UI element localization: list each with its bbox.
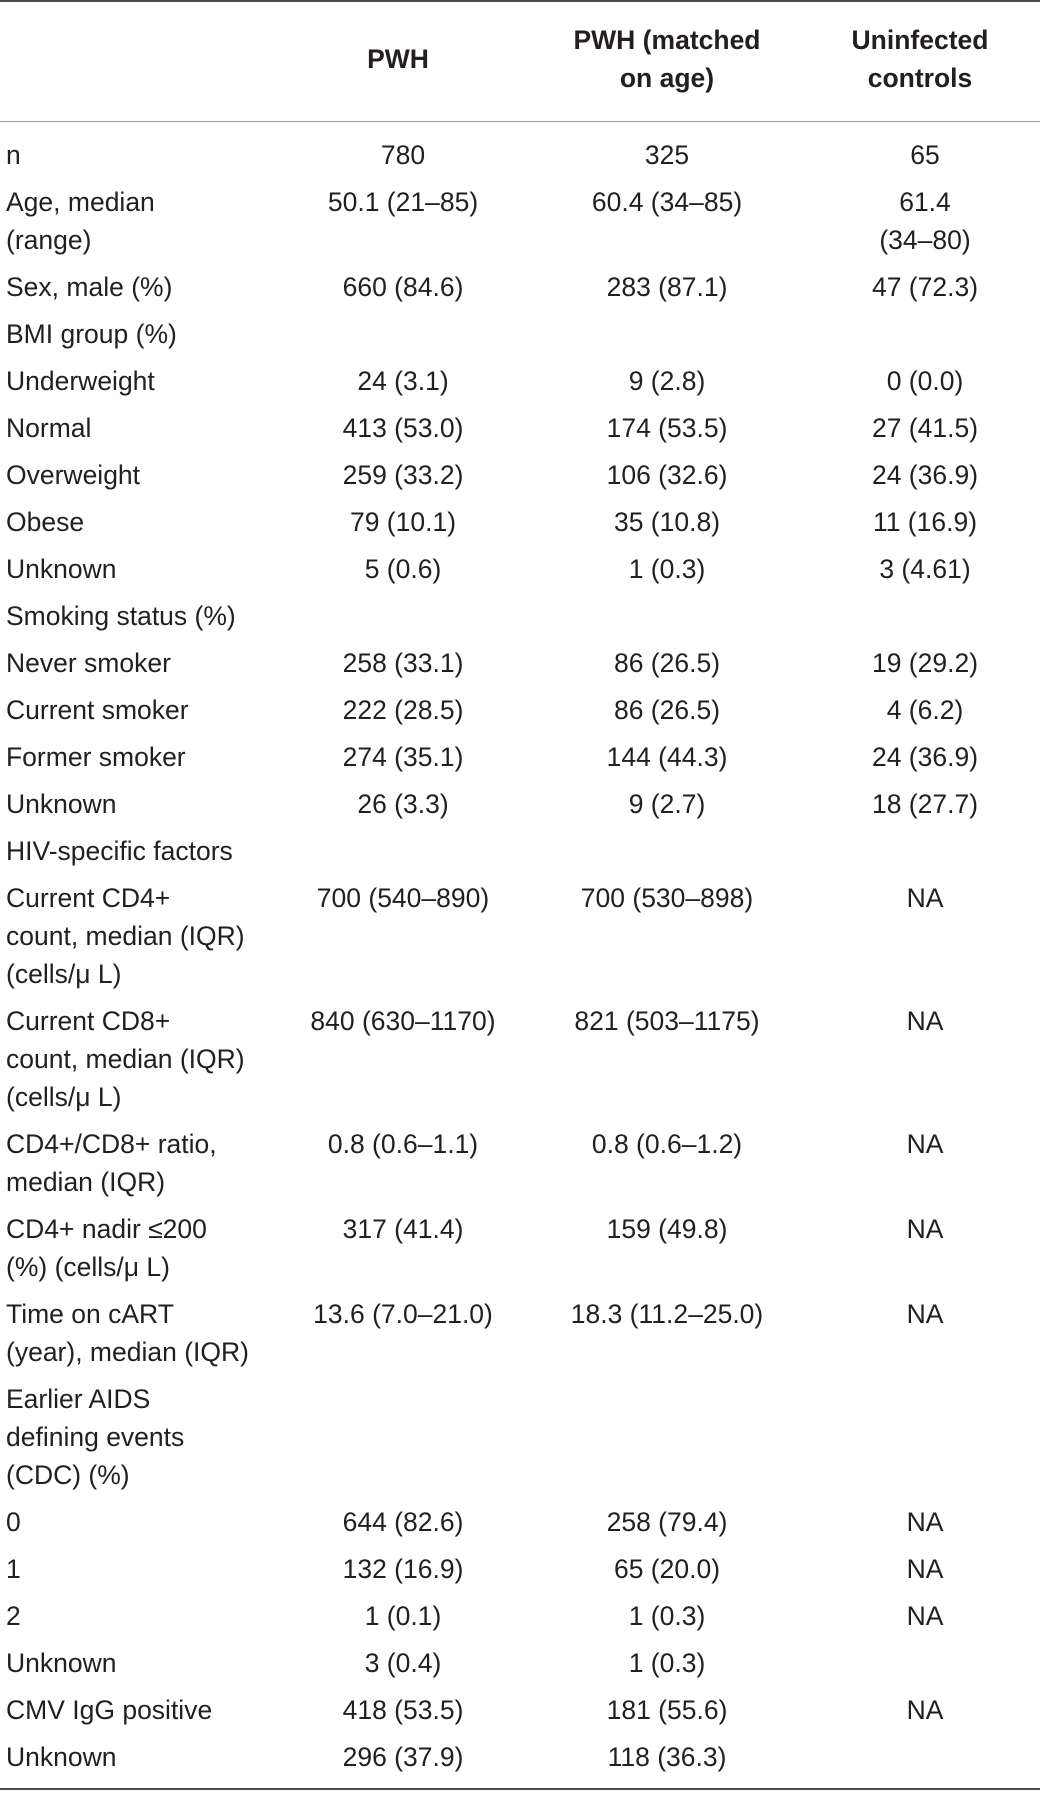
row-label-cell: CMV IgG positive [6, 1694, 213, 1725]
table-row [0, 828, 1040, 875]
value-cell: 258 (33.1) [342, 647, 464, 678]
value-cell: 118 (36.3) [534, 1734, 800, 1789]
table-row [0, 734, 1040, 781]
table-row [0, 781, 1040, 828]
value-cell: NA [906, 1694, 944, 1725]
value-cell: 24 (3.1) [357, 365, 449, 396]
row-label-cell: Unknown [0, 1734, 262, 1789]
value-cell [534, 311, 800, 358]
value-cell: 86 (26.5) [613, 647, 721, 678]
value-cell [262, 311, 534, 358]
row-label-cell: Obese [6, 506, 85, 537]
value-cell: 660 (84.6) [342, 271, 464, 302]
row-label-cell: 1 [6, 1553, 21, 1584]
value-cell: 106 (32.6) [606, 459, 728, 490]
value-cell: 222 (28.5) [342, 694, 464, 725]
value-cell [800, 1640, 1040, 1687]
row-label-cell: BMI group (%) [6, 318, 177, 349]
table-row [0, 1121, 1040, 1206]
value-cell: 181 (55.6) [606, 1694, 728, 1725]
value-cell: 26 (3.3) [357, 788, 449, 819]
value-cell: 418 (53.5) [342, 1694, 464, 1725]
value-cell [800, 1734, 1040, 1789]
value-cell: 79 (10.1) [349, 506, 457, 537]
value-cell: 13.6 (7.0–21.0) [313, 1298, 493, 1329]
value-cell: 3 (0.4) [364, 1647, 442, 1678]
row-label-cell: Earlier AIDS defining events (CDC) (%) [6, 1383, 185, 1490]
header-cell-variable [0, 1, 262, 121]
table-row [0, 1291, 1040, 1376]
row-label-cell: Unknown [6, 788, 117, 819]
value-cell: 840 (630–1170) [310, 1005, 496, 1036]
value-cell: 644 (82.6) [342, 1506, 464, 1537]
row-label-cell: Current CD8+ count, median (IQR) (cells/μ L) [6, 1005, 245, 1112]
table-row [0, 546, 1040, 593]
value-cell: 47 (72.3) [871, 271, 979, 302]
table-row [0, 121, 1040, 179]
table-row [0, 264, 1040, 311]
value-cell: NA [906, 1506, 944, 1537]
value-cell: 259 (33.2) [342, 459, 464, 490]
table-row [0, 640, 1040, 687]
value-cell: NA [906, 1553, 944, 1584]
value-cell: 325 [644, 139, 690, 170]
row-label-cell: 0 [6, 1506, 21, 1537]
row-label-cell: Never smoker [6, 647, 171, 678]
value-cell: 18 (27.7) [871, 788, 979, 819]
row-label-cell: Current CD4+ count, median (IQR) (cells/μ L) [6, 882, 245, 989]
value-cell: 1 (0.3) [628, 1647, 706, 1678]
value-cell: 0.8 (0.6–1.1) [327, 1128, 479, 1159]
header-row [0, 1, 1040, 121]
value-cell: 9 (2.8) [628, 365, 706, 396]
table-row [0, 1499, 1040, 1546]
row-label-cell: 2 [6, 1600, 21, 1631]
value-cell: NA [906, 1213, 944, 1244]
row-label-cell: CD4+/CD8+ ratio, median (IQR) [6, 1128, 217, 1197]
table-row [0, 358, 1040, 405]
table-row [0, 1593, 1040, 1640]
value-cell: 144 (44.3) [606, 741, 728, 772]
value-cell [534, 593, 800, 640]
value-cell: 61.4 (34–80) [879, 186, 971, 255]
row-label-cell: CD4+ nadir ≤200 (%) (cells/μ L) [6, 1213, 207, 1282]
value-cell: 283 (87.1) [606, 271, 728, 302]
table-row [0, 1546, 1040, 1593]
value-cell: 24 (36.9) [871, 741, 979, 772]
value-cell [262, 828, 534, 875]
value-cell [800, 828, 1040, 875]
value-cell: 1 (0.1) [364, 1600, 442, 1631]
value-cell: 60.4 (34–85) [591, 186, 743, 217]
row-label-cell: Overweight [6, 459, 141, 490]
value-cell: 9 (2.7) [628, 788, 706, 819]
value-cell: 1 (0.3) [628, 553, 706, 584]
value-cell: 18.3 (11.2–25.0) [570, 1298, 764, 1329]
table-header [0, 1, 1040, 121]
value-cell: NA [906, 882, 944, 913]
value-cell [534, 828, 800, 875]
value-cell: 700 (530–898) [580, 882, 754, 913]
row-label-cell: Time on cART (year), median (IQR) [6, 1298, 249, 1367]
table-row [0, 593, 1040, 640]
row-label-cell: Current smoker [6, 694, 189, 725]
table-row [0, 452, 1040, 499]
value-cell: 27 (41.5) [871, 412, 979, 443]
value-cell: 159 (49.8) [606, 1213, 728, 1244]
value-cell: 3 (4.61) [879, 553, 971, 584]
row-label-cell: Former smoker [6, 741, 186, 772]
value-cell: NA [906, 1298, 944, 1329]
value-cell [262, 1376, 534, 1499]
table-row [0, 499, 1040, 546]
row-label-cell: Unknown [6, 1647, 117, 1678]
value-cell [534, 1376, 800, 1499]
value-cell: 35 (10.8) [613, 506, 721, 537]
value-cell [800, 1376, 1040, 1499]
table-row [0, 311, 1040, 358]
value-cell: 296 (37.9) [262, 1734, 534, 1789]
table-row [0, 1640, 1040, 1687]
value-cell: 1 (0.3) [628, 1600, 706, 1631]
value-cell: 65 [910, 139, 940, 170]
value-cell: 4 (6.2) [886, 694, 964, 725]
value-cell: 24 (36.9) [871, 459, 979, 490]
value-cell: 821 (503–1175) [574, 1005, 760, 1036]
value-cell: 132 (16.9) [342, 1553, 464, 1584]
header-cell-pwh: PWH [262, 1, 534, 121]
header-cell-uninfected-controls: Uninfected controls [800, 1, 1040, 121]
table-row [0, 1206, 1040, 1291]
table-row [0, 179, 1040, 264]
row-label-cell: Age, median (range) [6, 186, 155, 255]
value-cell: 5 (0.6) [364, 553, 442, 584]
value-cell: 258 (79.4) [606, 1506, 728, 1537]
table-row [0, 1734, 1040, 1789]
value-cell: 174 (53.5) [606, 412, 728, 443]
value-cell: 86 (26.5) [613, 694, 721, 725]
table-row [0, 1687, 1040, 1734]
table-row [0, 875, 1040, 998]
value-cell: NA [906, 1600, 944, 1631]
table-row [0, 1376, 1040, 1499]
row-label-cell: Smoking status (%) [6, 600, 236, 631]
table-body [0, 121, 1040, 1789]
header-cell-pwh-matched: PWH (matched on age) [534, 1, 800, 121]
value-cell: NA [906, 1128, 944, 1159]
table-row [0, 687, 1040, 734]
value-cell: 19 (29.2) [871, 647, 979, 678]
row-label-cell: Unknown [6, 553, 117, 584]
row-label-cell: Sex, male (%) [6, 271, 173, 302]
value-cell: 65 (20.0) [613, 1553, 721, 1584]
value-cell: 700 (540–890) [316, 882, 490, 913]
row-label-cell: n [6, 139, 21, 170]
table-row [0, 998, 1040, 1121]
value-cell: 413 (53.0) [342, 412, 464, 443]
value-cell: NA [906, 1005, 944, 1036]
row-label-cell: Normal [6, 412, 92, 443]
table-row [0, 405, 1040, 452]
value-cell [262, 593, 534, 640]
value-cell: 274 (35.1) [342, 741, 464, 772]
value-cell: 317 (41.4) [342, 1213, 464, 1244]
value-cell [800, 593, 1040, 640]
row-label-cell: HIV-specific factors [6, 835, 233, 866]
value-cell: 0.8 (0.6–1.2) [591, 1128, 743, 1159]
value-cell: 0 (0.0) [886, 365, 964, 396]
value-cell: 50.1 (21–85) [327, 186, 479, 217]
value-cell: 780 [380, 139, 426, 170]
value-cell: 11 (16.9) [872, 506, 978, 537]
row-label-cell: Underweight [6, 365, 155, 396]
value-cell [800, 311, 1040, 358]
